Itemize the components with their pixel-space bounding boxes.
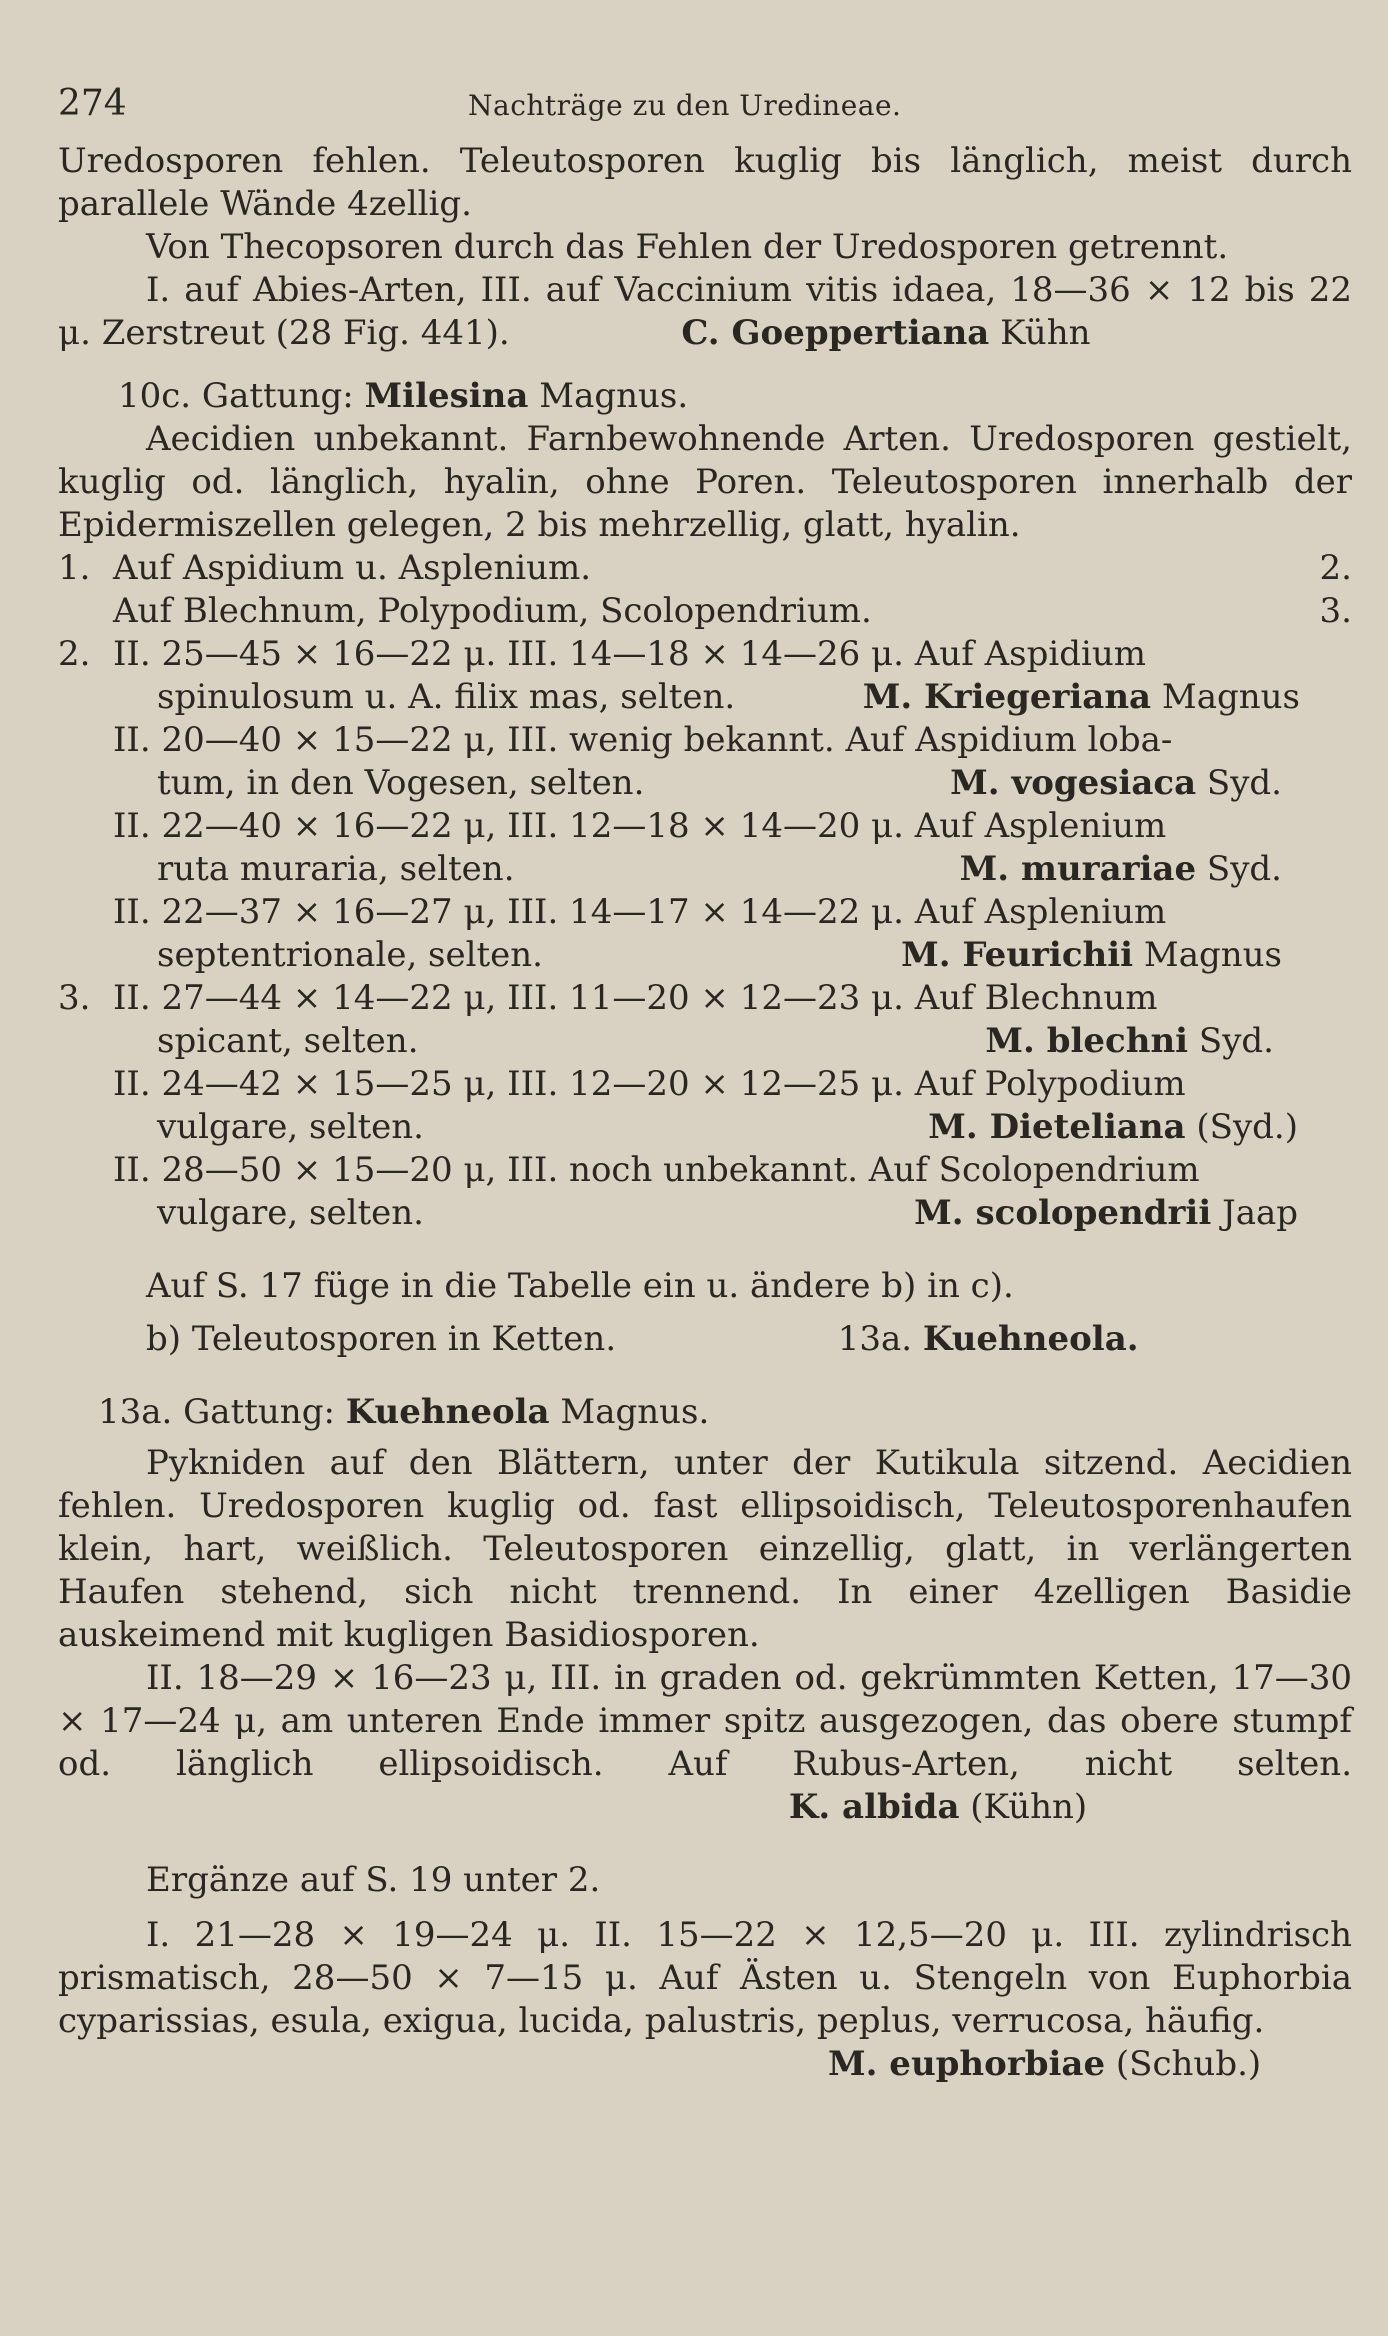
- entry-number: [58, 805, 113, 891]
- genus-name: Kuehneola.: [922, 1319, 1139, 1359]
- species-author: Jaap: [1222, 1193, 1298, 1233]
- entry-number: [58, 1063, 113, 1149]
- entry-line: II. 28—50 × 15—20 μ, III. noch unbekannt. Auf Scolopendrium: [113, 1150, 1200, 1190]
- entry-line: II. 22—37 × 16—27 μ, III. 14—17 × 14—22 μ. Auf Asplenium: [113, 892, 1167, 932]
- entry-line: vulgare, selten.: [157, 1107, 424, 1147]
- species-entry: [58, 1914, 1352, 2043]
- species-entry: [58, 633, 1352, 719]
- entry-line: II. 27—44 × 14—22 μ, III. 11—20 × 12—23 μ. Auf Blechnum: [113, 978, 1158, 1018]
- species-name: M. vogesiaca: [950, 763, 1197, 803]
- entry-line: II. 24—42 × 15—25 μ, III. 12—20 × 12—25 μ. Auf Polypodium: [113, 1064, 1186, 1104]
- key-goto: 2.: [1319, 548, 1352, 588]
- species-name: M. euphorbiae: [828, 2044, 1106, 2084]
- species-name: M. scolopendrii: [914, 1193, 1212, 1233]
- species-name: C. Goeppertiana: [681, 313, 990, 353]
- entry-number: 2.: [58, 634, 91, 674]
- entry-number: [58, 891, 113, 977]
- key-number: [58, 590, 113, 633]
- species-author: (Schub.): [1115, 2044, 1262, 2084]
- species-name: M. murariae: [959, 849, 1197, 889]
- genus-name: Kuehneola: [345, 1392, 550, 1432]
- entry-line: II. 25—45 × 16—22 μ. III. 14—18 × 14—26 μ. Auf Aspidium: [113, 634, 1146, 674]
- addendum-text: b) Teleutosporen in Ketten.: [146, 1319, 617, 1359]
- entry-line: spicant, selten.: [157, 1021, 419, 1061]
- species-entry: [58, 891, 1352, 977]
- running-title: Nachträge zu den Uredineae.: [468, 89, 902, 122]
- addendum-note: Ergänze auf S. 19 unter 2.: [146, 1860, 601, 1900]
- addendum-line: [58, 1318, 1352, 1361]
- key-text: Auf Aspidium u. Asplenium.: [113, 548, 592, 588]
- genus-heading-prefix: 10c. Gattung:: [118, 376, 354, 416]
- genus-heading-milesina: [58, 375, 1352, 418]
- genus-heading-kuehneola: [58, 1391, 1352, 1434]
- species-author: Magnus: [1161, 677, 1300, 717]
- species-entry: [58, 1149, 1352, 1235]
- species-author: Magnus: [1143, 935, 1282, 975]
- top-note: Von Thecopsoren durch das Fehlen der Uredosporen getrennt.: [146, 227, 1229, 267]
- entry-text: II. 18—29 × 16—23 μ, III. in graden od. gekrümmten Ketten, 17—30 × 17—24 μ, am unteren Ende immer spitz ausgezogen, das obere stumpf od. länglich ellipsoidisch. Auf Rubus-Arten, nicht selten.: [58, 1658, 1352, 1784]
- page-number: 274: [58, 83, 127, 124]
- key-item: [58, 547, 1352, 590]
- genus-heading-prefix: 13a. Gattung:: [98, 1392, 335, 1432]
- species-author: Syd.: [1198, 1021, 1274, 1061]
- entry-line: septentrionale, selten.: [157, 935, 543, 975]
- species-name: M. Kriegeriana: [862, 677, 1152, 717]
- addendum-ref: 13a.: [837, 1319, 913, 1359]
- top-entry-text: I. auf Abies-Arten, III. auf Vaccinium vitis idaea, 18—36 × 12 bis 22 μ. Zerstreut (28 Fig. 441).: [58, 270, 1352, 353]
- species-entry: [58, 977, 1352, 1063]
- species-author: (Kühn): [970, 1787, 1088, 1827]
- entry-number: [58, 719, 113, 805]
- species-name: M. Dieteliana: [928, 1107, 1186, 1147]
- species-name: K. albida: [788, 1787, 960, 1827]
- genus-author: Magnus.: [560, 1392, 710, 1432]
- entry-text: I. 21—28 × 19—24 μ. II. 15—22 × 12,5—20 μ. III. zylindrisch prismatisch, 28—50 × 7—15 μ. Auf Ästen u. Stengeln von Euphorbia cyparissias, esula, exigua, lucida, palustris, peplus, verrucosa, häufig.: [58, 1915, 1352, 2041]
- species-author: Syd.: [1206, 849, 1282, 889]
- species-author: Syd.: [1206, 763, 1282, 803]
- key-item: [58, 590, 1352, 633]
- species-author: (Syd.): [1196, 1107, 1298, 1147]
- species-entry: [58, 719, 1352, 805]
- species-author: Kühn: [1000, 313, 1091, 353]
- species-signature: [58, 2043, 1352, 2086]
- entry-number: [58, 1149, 113, 1235]
- top-entry: [58, 269, 1352, 355]
- genus-name: Milesina: [364, 376, 529, 416]
- entry-line: ruta muraria, selten.: [157, 849, 515, 889]
- key-number: 1.: [58, 548, 91, 588]
- entry-line: vulgare, selten.: [157, 1193, 424, 1233]
- genus-description: Aecidien unbekannt. Farnbewohnende Arten. Uredosporen gestielt, kuglig od. länglich, hyalin, ohne Poren. Teleutosporen innerhalb der Epidermiszellen gelegen, 2 bis mehrzellig, glatt, hyalin.: [58, 419, 1352, 545]
- entry-line: tum, in den Vogesen, selten.: [157, 763, 645, 803]
- entry-line: II. 20—40 × 15—22 μ, III. wenig bekannt. Auf Aspidium loba-: [113, 720, 1173, 760]
- species-name: M. Feurichii: [901, 935, 1134, 975]
- key-goto: 3.: [1319, 591, 1352, 631]
- genus-author: Magnus.: [539, 376, 689, 416]
- genus-description: Pykniden auf den Blättern, unter der Kutikula sitzend. Aecidien fehlen. Uredosporen kuglig od. fast ellipsoidisch, Teleutosporenhaufen klein, hart, weißlich. Teleutosporen einzellig, glatt, in verlängerten Haufen stehend, sich nicht trennend. In einer 4zelligen Basidie auskeimend mit kugligen Basidiosporen.: [58, 1443, 1352, 1655]
- page-header: [58, 82, 1352, 132]
- top-paragraph: Uredosporen fehlen. Teleutosporen kuglig bis länglich, meist durch parallele Wände 4zellig.: [58, 141, 1352, 224]
- entry-number: 3.: [58, 978, 91, 1018]
- entry-line: spinulosum u. A. filix mas, selten.: [157, 677, 736, 717]
- key-text: Auf Blechnum, Polypodium, Scolopendrium.: [113, 591, 872, 631]
- species-name: M. blechni: [985, 1021, 1189, 1061]
- species-entry: [58, 1063, 1352, 1149]
- addendum-note: Auf S. 17 füge in die Tabelle ein u. ändere b) in c).: [146, 1266, 1014, 1306]
- entry-line: II. 22—40 × 16—22 μ, III. 12—18 × 14—20 μ. Auf Asplenium: [113, 806, 1167, 846]
- species-entry: [58, 1657, 1352, 1829]
- species-entry: [58, 805, 1352, 891]
